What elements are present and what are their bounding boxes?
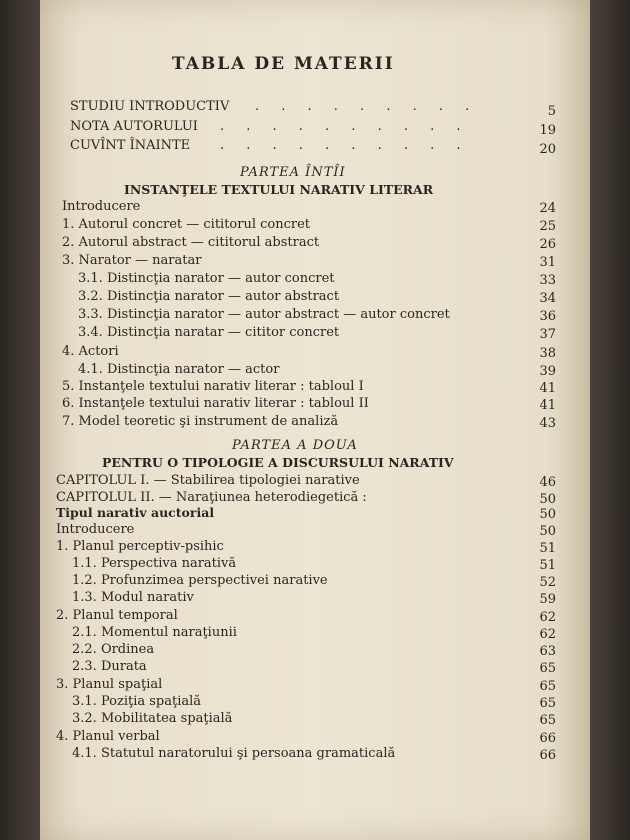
toc-entry-label: 3.2. Distincţia narator — autor abstract	[78, 289, 340, 304]
toc-entry-page: 41	[539, 398, 556, 413]
toc-entry-page: 63	[539, 644, 556, 659]
toc-entry-label: 3.3. Distincţia narator — autor abstract — autor concret	[78, 307, 450, 322]
toc-entry-label: 3.4. Distincţia naratar — cititor concret	[78, 325, 340, 340]
toc-entry-label: 3.1. Distincţia narator — autor concret	[78, 271, 335, 286]
toc-entry-label: Introducere	[62, 199, 141, 214]
toc-entry-page: 24	[539, 201, 556, 216]
part-subtitle: PENTRU O TIPOLOGIE A DISCURSULUI NARATIV	[102, 455, 454, 470]
toc-entry-label: CAPITOLUL II. — Naraţiunea heterodiegetică :	[56, 490, 367, 505]
toc-entry-label: 1.1. Perspectiva narativă	[72, 556, 237, 571]
part-title: PARTEA A DOUA	[232, 438, 358, 453]
toc-entry-label: CAPITOLUL I. — Stabilirea tipologiei narative	[56, 473, 360, 488]
toc-entry-label: 1. Planul perceptiv-psihic	[56, 539, 224, 554]
toc-entry-page: 65	[539, 679, 556, 694]
toc-entry-page: 33	[539, 273, 556, 288]
toc-entry-label: 4.1. Distincţia narator — actor	[78, 362, 280, 377]
toc-entry-page: 26	[539, 237, 556, 252]
toc-entry-label: 4. Planul verbal	[56, 729, 160, 744]
page-title: TABLA DE MATERII	[172, 54, 395, 74]
toc-entry-page: 50	[539, 507, 556, 522]
toc-entry-page: 66	[539, 748, 556, 763]
toc-entry-label: 2. Autorul abstract — cititorul abstract	[62, 235, 320, 250]
toc-entry-label: 1.2. Profunzimea perspectivei narative	[72, 573, 328, 588]
toc-entry-page: 62	[539, 610, 556, 625]
toc-entry-label: 4.1. Statutul naratorului şi persoana gramaticală	[72, 746, 396, 761]
left-page-edge	[0, 0, 40, 840]
toc-entry-label: 4. Actori	[62, 344, 119, 359]
toc-entry-label: Introducere	[56, 522, 135, 537]
toc-entry-page: 31	[539, 255, 556, 270]
toc-entry-label: 7. Model teoretic şi instrument de analiză	[62, 414, 339, 429]
toc-entry-page: 50	[539, 492, 556, 507]
toc-entry-label: 6. Instanţele textului narativ literar : tabloul II	[62, 396, 369, 411]
toc-entry-label: NOTA AUTORULUI	[70, 119, 198, 134]
toc-entry-page: 43	[539, 416, 556, 431]
toc-entry-page: 37	[539, 327, 556, 342]
toc-entry-page: 36	[539, 309, 556, 324]
toc-entry-page: 5	[547, 104, 556, 119]
toc-entry-page: 62	[539, 627, 556, 642]
toc-entry-page: 52	[539, 575, 556, 590]
toc-entry-page: 65	[539, 696, 556, 711]
toc-entry-page: 51	[539, 541, 556, 556]
toc-entry-label: 3.2. Mobilitatea spaţială	[72, 711, 233, 726]
toc-entry-label: STUDIU INTRODUCTIV	[70, 99, 230, 114]
toc-entry-page: 39	[539, 364, 556, 379]
toc-entry-label: 2.3. Durata	[72, 659, 147, 674]
toc-entry-page: 66	[539, 731, 556, 746]
part-title: PARTEA ÎNTÎI	[240, 165, 346, 180]
toc-entry-label: 3. Planul spaţial	[56, 677, 163, 692]
book-page: TABLA DE MATERII STUDIU INTRODUCTIV . . . . . . . . . 5 NOTA AUTORULUI . . . . . . . . . . 19 CUVÎNT ÎNAINTE . . . . . . . . . . 20 PARTEA ÎNTÎI INSTANŢELE TEXTULUI NARATIV LITERAR Introducere 24 1. Autorul concret — cititorul concret 25 2. Autorul abstract — cititorul abstract 26 3. Narator — naratar 31 3.1. Distincţia narator — autor concret 33 3.2. Distincţia narator — autor abstract 34 3.3. Distincţia narator — autor abstract — autor concret 36 3.4. Distincţia naratar — cititor concret 37 4. Actori 38 4.1. Distincţia narator — actor 39 5. Instanţele textului narativ literar : tabloul I 41 6. Instanţele textului narativ literar : tabloul II 41 7. Model teoretic şi instrument de analiză 43 PARTEA A DOUA PENTRU O TIPOLOGIE A DISCURSULUI NARATIV CAPITOLUL I. — Stabilirea tipologiei narative 46 CAPITOLUL II. — Naraţiunea heterodiegetică : 50 Tipul narativ auctorial 50 Introducere 50 1. Planul perceptiv-psihic 51 1.1. Perspectiva narativă 51 1.2. Profunzimea perspectivei narative 52 1.3. Modul narativ 59 2. Planul temporal 62 2.1. Momentul naraţiunii 62 2.2. Ordinea 63 2.3. Durata 65 3. Planul spaţial 65 3.1. Poziţia spaţială 65 3.2. Mobilitatea spaţială 65 4. Planul verbal 66 4.1. Statutul naratorului şi persoana gramaticală 66	[40, 0, 590, 840]
toc-entry-page: 19	[539, 123, 556, 138]
toc-entry-label: 2. Planul temporal	[56, 608, 178, 623]
toc-entry-label: 2.2. Ordinea	[72, 642, 155, 657]
toc-entry-page: 65	[539, 713, 556, 728]
toc-entry-page: 65	[539, 661, 556, 676]
toc-entry-label: Tipul narativ auctorial	[56, 505, 215, 520]
toc-entry-label: 2.1. Momentul naraţiunii	[72, 625, 237, 640]
toc-entry-page: 34	[539, 291, 556, 306]
toc-entry-page: 50	[539, 524, 556, 539]
toc-entry-page: 38	[539, 346, 556, 361]
toc-entry-page: 59	[539, 592, 556, 607]
toc-entry-label: 3. Narator — naratar	[62, 253, 202, 268]
toc-entry-page: 20	[539, 142, 556, 157]
part-subtitle: INSTANŢELE TEXTULUI NARATIV LITERAR	[124, 182, 434, 197]
toc-entry-label: 1.3. Modul narativ	[72, 590, 194, 605]
toc-entry-page: 51	[539, 558, 556, 573]
toc-entry-label: 3.1. Poziţia spaţială	[72, 694, 202, 709]
toc-entry-label: 1. Autorul concret — cititorul concret	[62, 217, 311, 232]
toc-entry-page: 46	[539, 475, 556, 490]
toc-entry-label: CUVÎNT ÎNAINTE	[70, 138, 191, 153]
right-page-edge	[590, 0, 630, 840]
toc-entry-label: 5. Instanţele textului narativ literar : tabloul I	[62, 379, 364, 394]
toc-entry-page: 25	[539, 219, 556, 234]
toc-entry-page: 41	[539, 381, 556, 396]
